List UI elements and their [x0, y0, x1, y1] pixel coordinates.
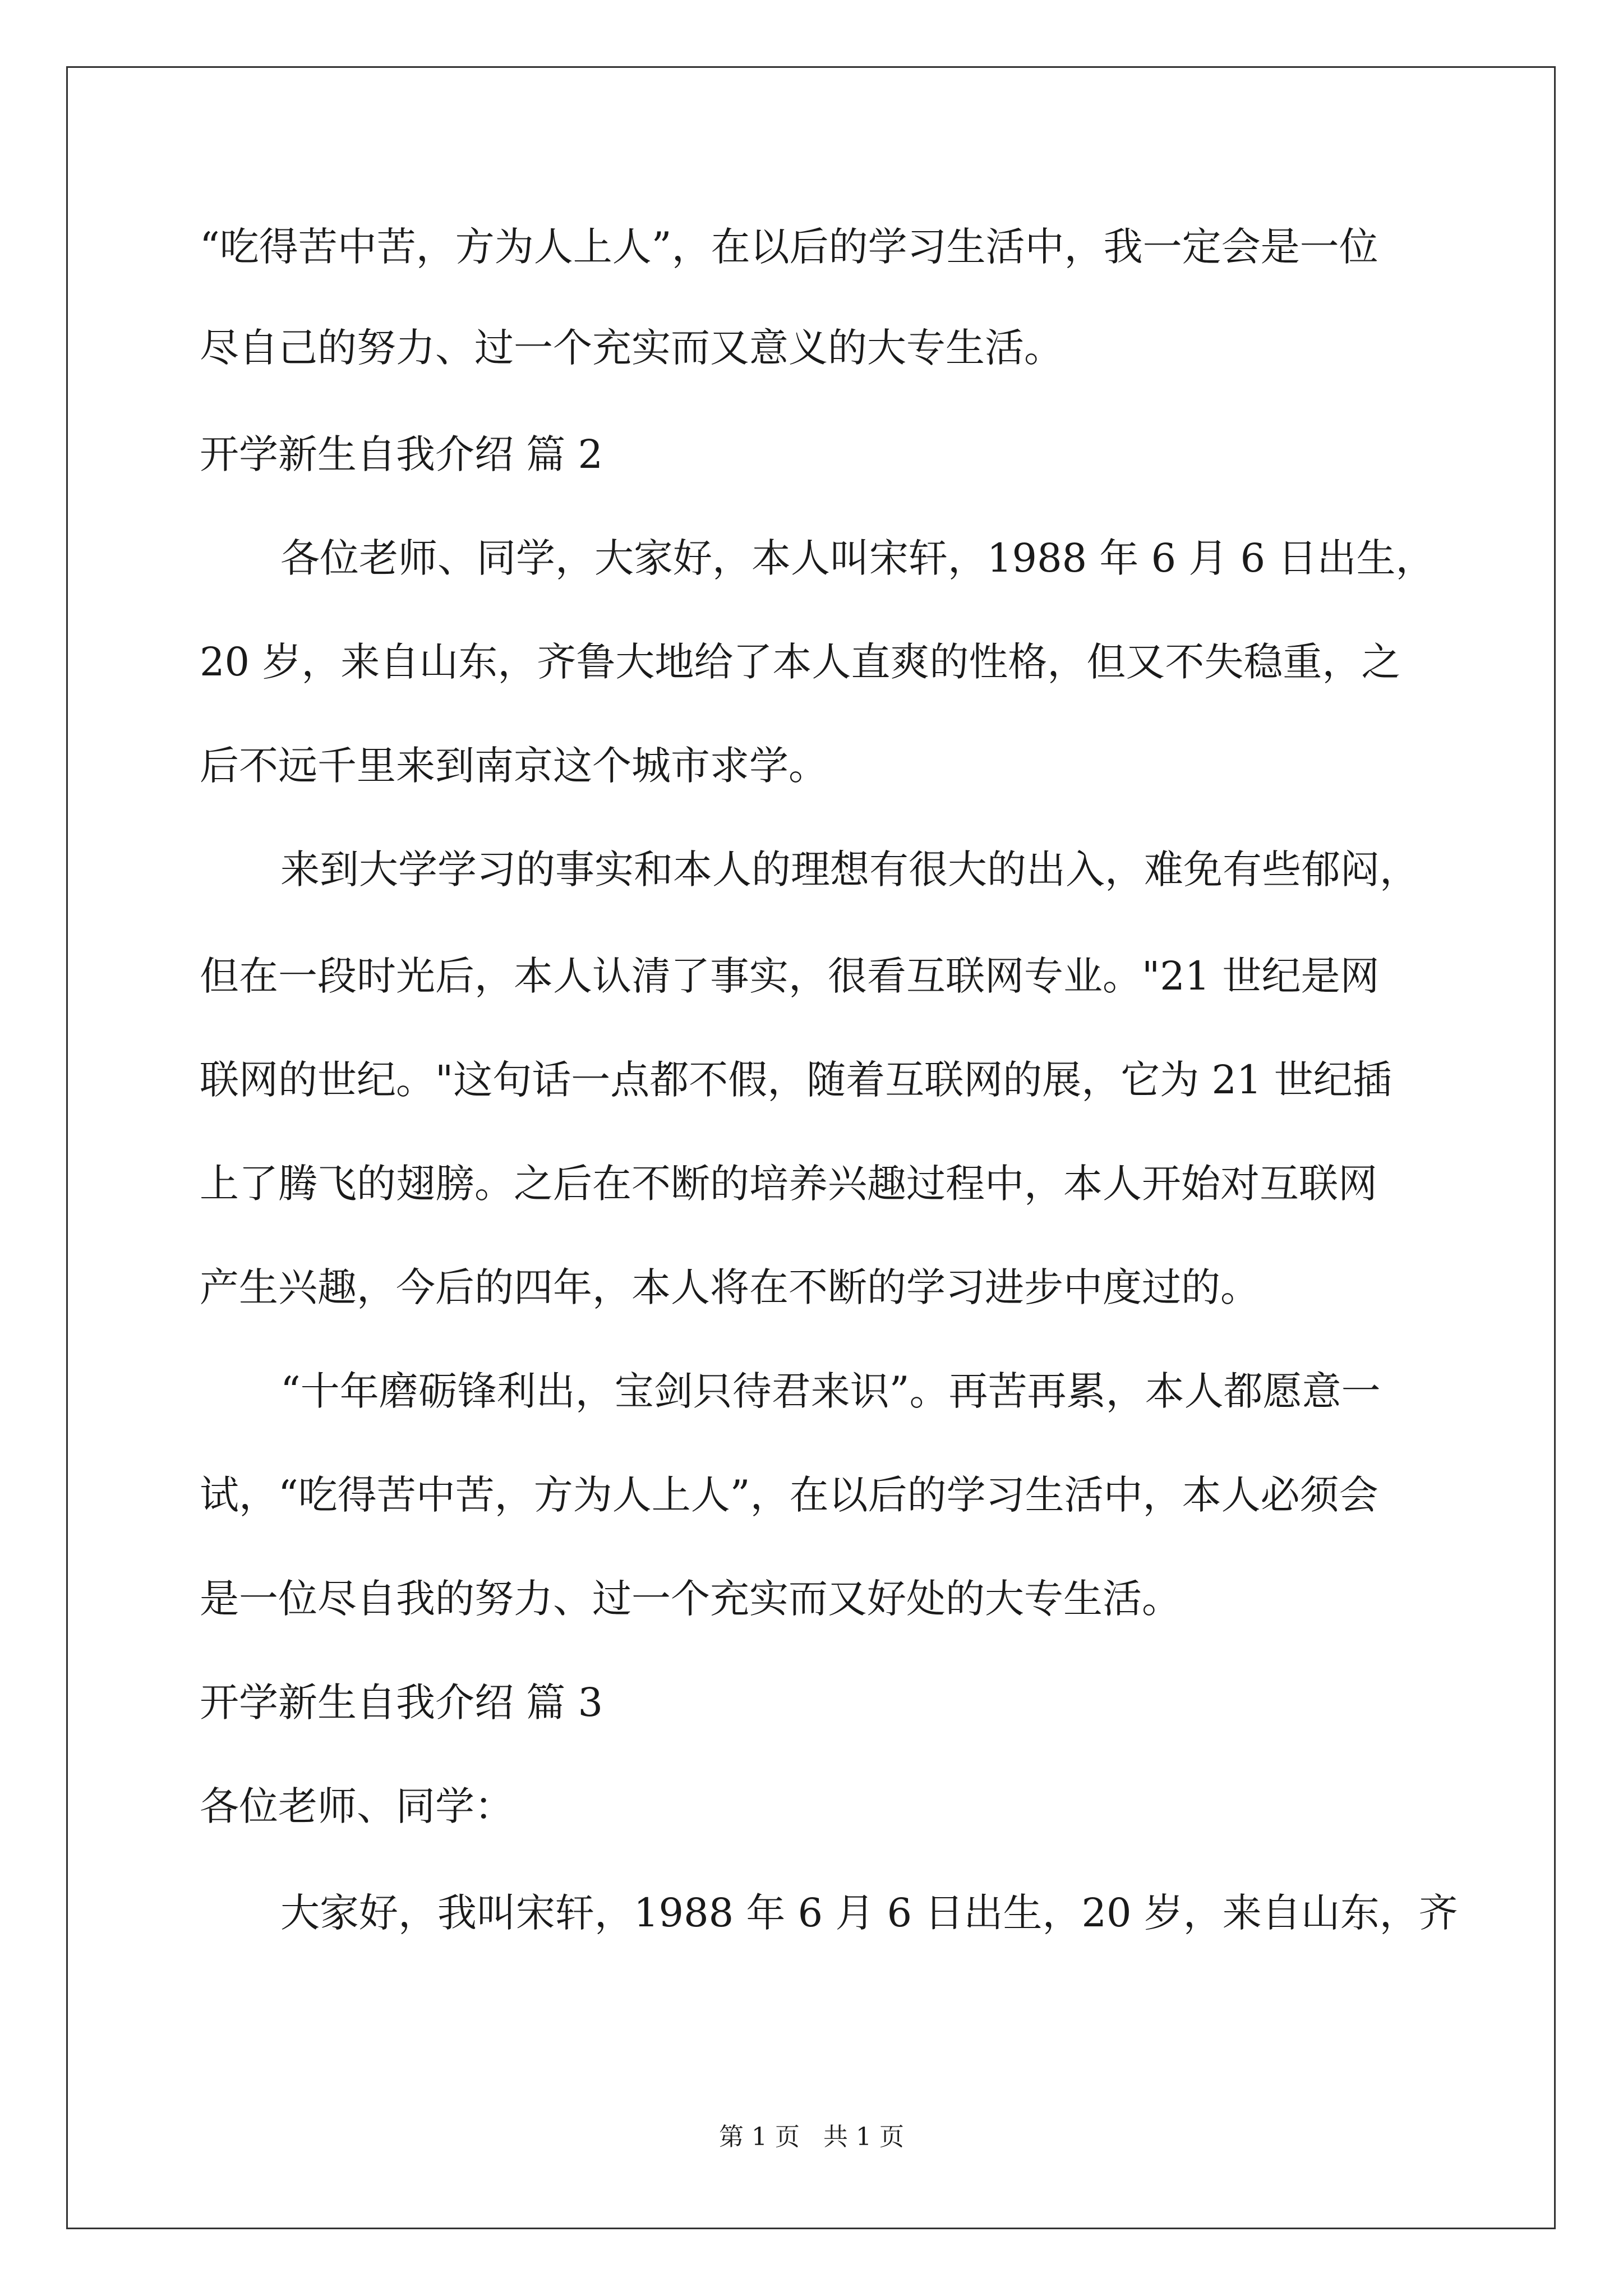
- page-footer: 第 1 页 共 1 页: [719, 2123, 904, 2151]
- body-line-15: 大家好，我叫宋轩，1988 年 6 月 6 日出生，20 岁，来自山东，齐: [280, 1890, 1458, 1936]
- body-line-13: 是一位尽自我的努力、过一个充实而又好处的大专生活。: [200, 1576, 1181, 1622]
- body-line-11: “十年磨砺锋利出，宝剑只待君来识”。再苦再累，本人都愿意一: [280, 1368, 1381, 1414]
- body-line-1: “吃得苦中苦，方为人上人”，在以后的学习生活中，我一定会是一位: [200, 224, 1378, 270]
- body-line-7: 但在一段时光后，本人认清了事实，很看互联网专业。"21 世纪是网: [200, 953, 1380, 999]
- body-line-12: 试，“吃得苦中苦，方为人上人”，在以后的学习生活中，本人必须会: [200, 1472, 1378, 1518]
- body-line-14: 各位老师、同学：: [200, 1783, 514, 1829]
- body-line-3: 各位老师、同学，大家好，本人叫宋轩，1988 年 6 月 6 日出生，: [280, 535, 1435, 581]
- body-line-8: 联网的世纪。"这句话一点都不假，随着互联网的展，它为 21 世纪插: [200, 1057, 1392, 1103]
- section-heading-2: 开学新生自我介绍 篇 2: [200, 431, 603, 477]
- section-heading-3: 开学新生自我介绍 篇 3: [200, 1680, 603, 1726]
- body-line-9: 上了腾飞的翅膀。之后在不断的培养兴趣过程中，本人开始对互联网: [200, 1161, 1377, 1207]
- body-line-5: 后不远千里来到南京这个城市求学。: [200, 743, 828, 789]
- body-line-6: 来到大学学习的事实和本人的理想有很大的出入，难免有些郁闷，: [280, 846, 1419, 892]
- body-line-4: 20 岁，来自山东，齐鲁大地给了本人直爽的性格，但又不失稳重，之: [200, 639, 1401, 685]
- body-line-2: 尽自己的努力、过一个充实而又意义的大专生活。: [200, 325, 1063, 371]
- body-line-10: 产生兴趣，今后的四年，本人将在不断的学习进步中度过的。: [200, 1264, 1260, 1310]
